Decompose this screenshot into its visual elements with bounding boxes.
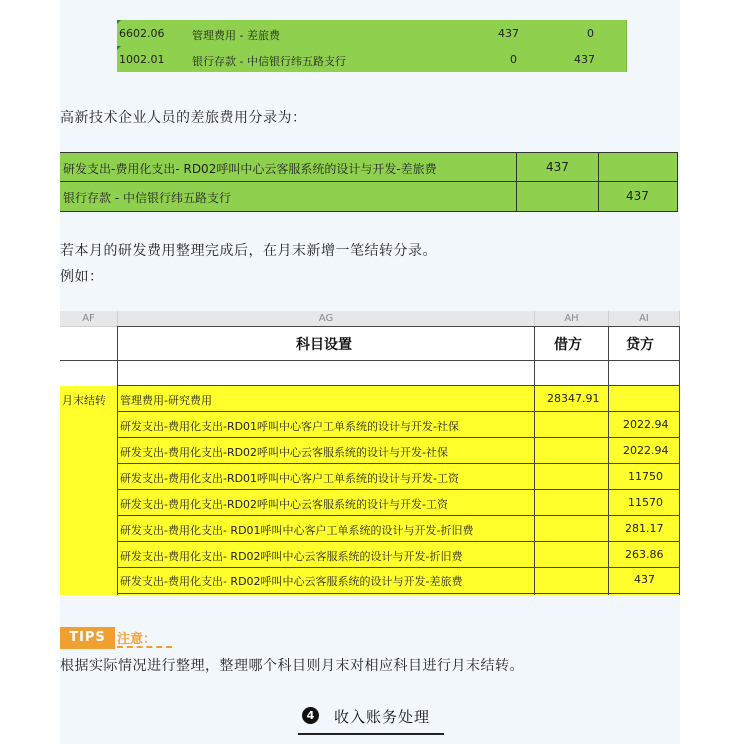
column-header: AH [535,311,609,327]
account-name: 银行存款 - 中信银行纬五路支行 [192,55,346,68]
grid-line [117,541,680,542]
grid-line [60,181,678,182]
grid-line [117,385,680,386]
grid-line [117,326,680,327]
account-name: 管理费用 - 差旅费 [192,29,280,42]
column-header: AF [60,311,118,327]
debit-value: 437 [498,27,519,40]
credit-header: 贷方 [626,337,654,353]
account-name: 银行存款 - 中信银行纬五路支行 [63,191,231,205]
credit-value: 437 [574,53,595,66]
debit-cell: 28347.91 [547,392,600,405]
grid-line [117,437,680,438]
paragraph-text: 高新技术企业人员的差旅费用分录为： [60,110,307,126]
grid-line [516,152,517,212]
debit-value: 0 [510,53,517,66]
grid-line [117,326,118,595]
section-heading [298,705,444,735]
account-code: 1002.01 [119,53,165,66]
label-cell [60,386,117,595]
spreadsheet [60,311,680,595]
entry1-table [117,20,627,72]
account-name: 研发支出-费用化支出- RD02呼叫中心云客服系统的设计与开发-差旅费 [63,162,437,176]
grid-line [677,152,678,212]
subject-cell: 管理费用-研究费用 [120,394,212,407]
row-label: 月末结转 [62,394,106,407]
grid-line [598,152,599,212]
paragraph-text: 例如： [60,269,104,285]
grid-line [117,463,680,464]
subject-cell: 研发支出-费用化支出-RD02呼叫中心云客服系统的设计与开发-工资 [120,498,449,511]
subject-cell: 研发支出-费用化支出-RD01呼叫中心客户工单系统的设计与开发-社保 [120,420,460,433]
grid-line [534,326,535,595]
column-header: AG [118,311,535,327]
paragraph-text: 根据实际情况进行整理，整理哪个科目则月末对相应科目进行月末结转。 [60,658,524,674]
credit-cell: 11750 [628,470,663,483]
subject-cell: 研发支出-费用化支出-RD02呼叫中心云客服系统的设计与开发-社保 [120,446,449,459]
grid-line [117,411,680,412]
subject-header: 科目设置 [296,337,352,353]
comment-marker [117,46,121,50]
credit-cell: 437 [634,573,655,586]
entry2-table [60,152,678,212]
tips-underline [117,646,172,648]
column-header: AI [609,311,680,327]
subject-cell: 研发支出-费用化支出- RD02呼叫中心云客服系统的设计与开发-折旧费 [120,550,463,563]
grid-line [679,326,680,595]
debit-value: 437 [546,160,569,174]
credit-cell: 2022.94 [623,444,669,457]
step-number-badge: 4 [302,707,319,724]
section-title: 收入账务处理 [334,708,431,726]
table-row [117,20,626,46]
debit-header: 借方 [554,337,582,353]
subject-cell: 研发支出-费用化支出- RD02呼叫中心云客服系统的设计与开发-差旅费 [120,575,463,588]
credit-cell: 281.17 [625,522,664,535]
grid-line [60,152,678,153]
grid-line [60,211,678,212]
account-code: 6602.06 [119,27,165,40]
credit-value: 437 [626,189,649,203]
tips-title: 注意： [117,632,157,647]
subject-cell: 研发支出-费用化支出- RD01呼叫中心客户工单系统的设计与开发-折旧费 [120,524,474,537]
comment-marker [117,20,121,24]
grid-line [608,326,609,595]
grid-line [117,489,680,490]
grid-line [60,360,680,361]
tips-badge: TIPS [60,627,115,649]
subject-cell: 研发支出-费用化支出-RD01呼叫中心客户工单系统的设计与开发-工资 [120,472,460,485]
table-row [117,46,626,72]
credit-cell: 263.86 [625,548,664,561]
credit-cell: 2022.94 [623,418,669,431]
grid-line [117,567,680,568]
heading-underline [298,733,444,735]
credit-cell: 11570 [628,496,663,509]
grid-line [117,515,680,516]
paragraph-text: 若本月的研发费用整理完成后，在月末新增一笔结转分录。 [60,243,437,259]
credit-value: 0 [587,27,594,40]
grid-line [117,593,680,594]
